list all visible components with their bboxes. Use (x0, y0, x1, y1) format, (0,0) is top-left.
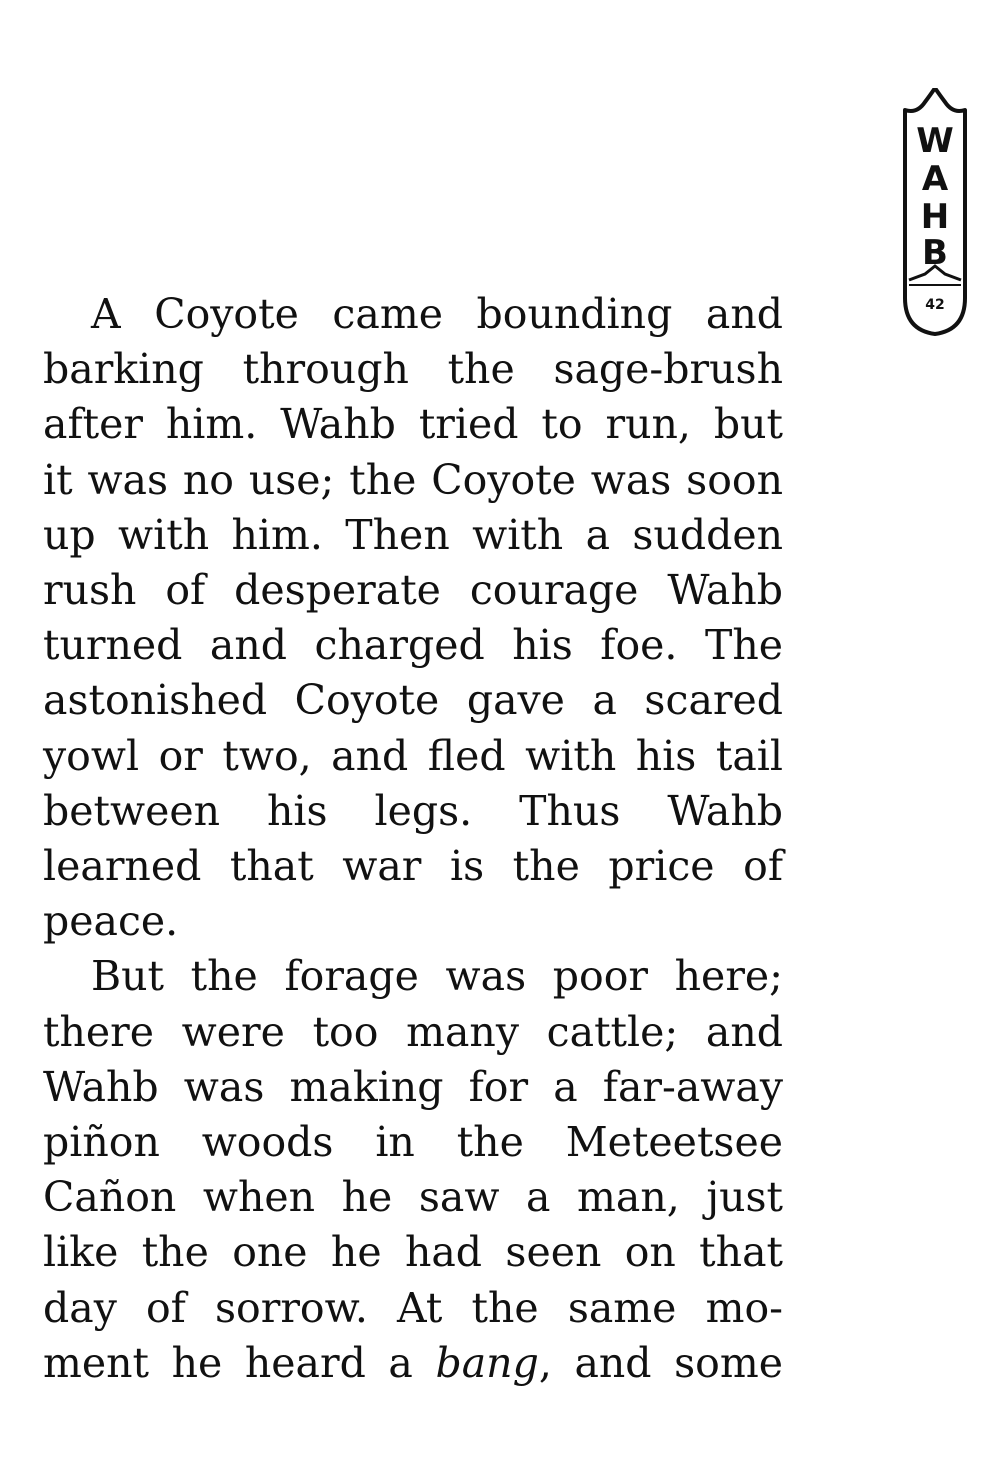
text-line: day of sorrow. At the same mo- (43, 1283, 783, 1332)
text-line: between his legs. Thus Wahb (43, 786, 783, 835)
emblem-letter-w: W (916, 121, 954, 161)
italic-word: bang (435, 1338, 539, 1387)
text-line: piñon woods in the Meteetsee (43, 1118, 783, 1167)
paragraph-2 (43, 949, 783, 1391)
text-line: it was no use; the Coyote was soon (43, 455, 783, 504)
emblem-letter-a: A (921, 159, 949, 199)
text-line-last (43, 1336, 783, 1391)
chapter-emblem (895, 88, 975, 338)
text-line: like the one he had seen on that (43, 1228, 783, 1277)
text-line: after him. Wahb tried to run, but (43, 400, 783, 449)
body-text (43, 287, 783, 1391)
text-line: Cañon when he saw a man, just (43, 1173, 783, 1222)
text-line: rush of desperate courage Wahb (43, 566, 783, 615)
text-line: turned and charged his foe. The (43, 621, 783, 670)
text-line: astonished Coyote gave a scared (43, 676, 783, 725)
emblem-letter-b: B (922, 233, 948, 273)
text-line: there were too many cattle; and (43, 1007, 783, 1056)
text-line: up with him. Then with a sudden (43, 510, 783, 559)
text-line: yowl or two, and fled with his tail (43, 731, 783, 780)
emblem-letter-h: H (920, 197, 950, 237)
text-line: But the forage was poor here; (91, 952, 783, 1001)
text-line: learned that war is the price of (43, 842, 783, 891)
text-fragment: , and some (538, 1338, 783, 1387)
text-line: A Coyote came bounding and (91, 290, 783, 338)
text-line: barking through the sage-brush (43, 345, 783, 394)
paragraph-1 (43, 287, 783, 949)
text-line: peace. (43, 897, 179, 946)
text-line: Wahb was making for a far-away (43, 1062, 783, 1111)
page-number: 42 (925, 297, 945, 313)
text-fragment: ment he heard a (43, 1338, 436, 1387)
